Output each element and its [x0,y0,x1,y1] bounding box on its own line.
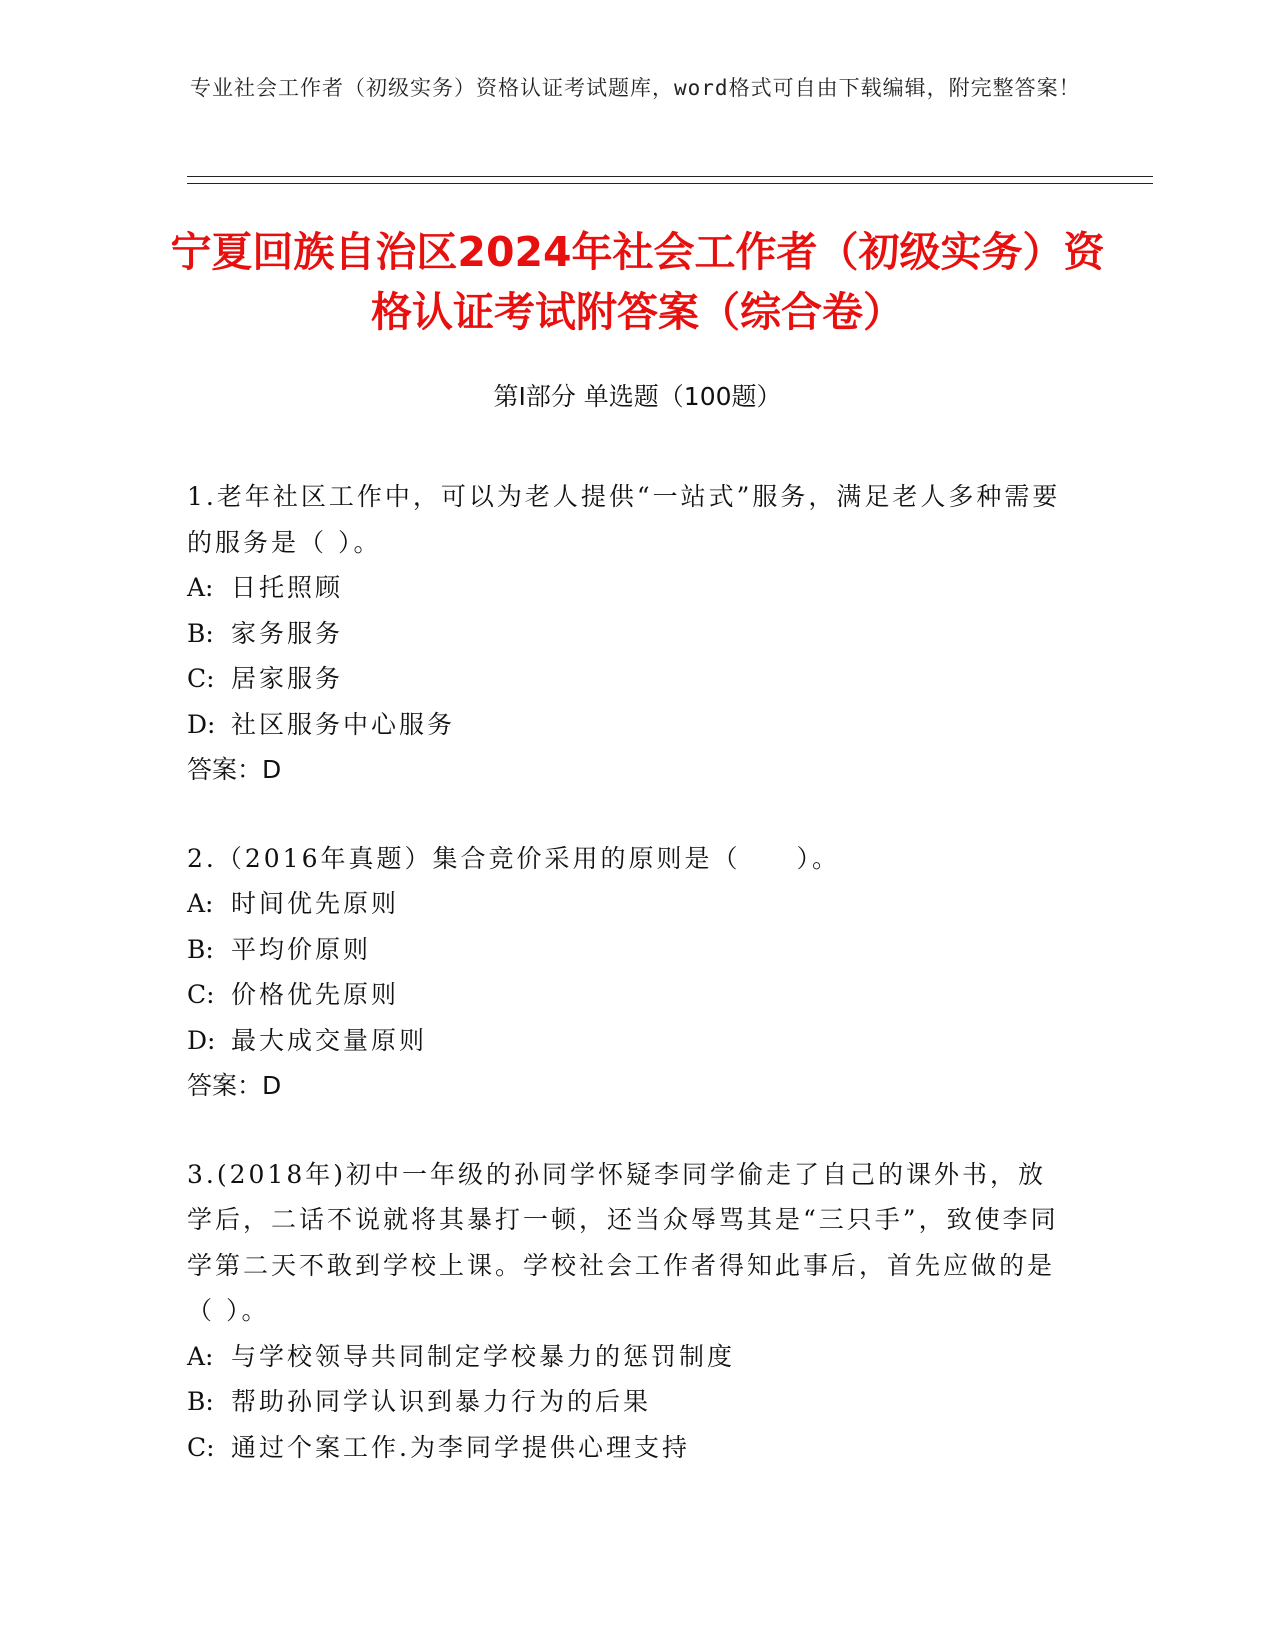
question-list [187,474,1067,1513]
question-stem: 3.(2018年)初中一年级的孙同学怀疑李同学偷走了自己的课外书，放学后，二话不说就将其暴打一顿，还当众辱骂其是“三只手”，致使李同学第二天不敢到学校上课。学校社会工作者得知此事后，首先应做的是（ ）。 [187,1159,1059,1325]
option-b [187,611,1067,657]
question-stem: 1.老年社区工作中，可以为老人提供“一站式”服务，满足老人多种需要的服务是（ ）。 [187,482,1061,557]
option-letter: C: [187,1432,215,1462]
option-text: 日托照顾 [231,573,344,602]
option-text: 最大成交量原则 [231,1025,428,1055]
option-text: 家务服务 [231,618,344,648]
document-title: 宁夏回族自治区2024年社会工作者（初级实务）资格认证考试附答案（综合卷） [170,228,1105,336]
option-letter: C: [187,664,215,693]
option-c [187,656,1067,702]
header-divider-bottom [187,183,1153,184]
option-text: 通过个案工作.为李同学提供心理支持 [231,1432,690,1462]
option-letter: C: [187,980,215,1009]
option-text: 社区服务中心服务 [231,709,456,739]
option-text: 价格优先原则 [231,980,400,1009]
option-letter: D: [187,1025,216,1055]
option-letter: A: [187,573,214,602]
option-letter: B: [187,1387,214,1416]
option-letter: B: [187,934,214,964]
option-letter: B: [187,618,214,648]
question-stem: 2.（2016年真题）集合竞价采用的原则是（ ）。 [187,843,840,873]
option-text: 居家服务 [231,664,344,693]
header-divider-top [187,176,1153,177]
option-text: 帮助孙同学认识到暴力行为的后果 [231,1387,652,1416]
option-letter: A: [187,1341,214,1371]
question-item [187,1152,1067,1471]
option-text: 与学校领导共同制定学校暴力的惩罚制度 [231,1341,736,1371]
option-a [187,1334,1067,1380]
option-letter: A: [187,889,214,918]
answer-line: 答案：D [187,755,282,784]
option-text: 时间优先原则 [231,889,400,918]
question-item [187,836,1067,1109]
option-b [187,927,1067,973]
header-note: 专业社会工作者（初级实务）资格认证考试题库，word格式可自由下载编辑，附完整答案！ [190,76,1081,100]
option-text: 平均价原则 [231,934,372,964]
option-letter: D: [187,709,216,739]
question-item [187,474,1067,793]
option-b [187,1379,1067,1425]
option-a [187,565,1067,611]
answer-line: 答案：D [187,1071,282,1100]
option-c [187,1425,1067,1471]
option-a [187,881,1067,927]
section-title: 第Ⅰ部分 单选题（100题） [493,382,782,411]
option-c [187,972,1067,1018]
option-d [187,702,1067,748]
option-d [187,1018,1067,1064]
